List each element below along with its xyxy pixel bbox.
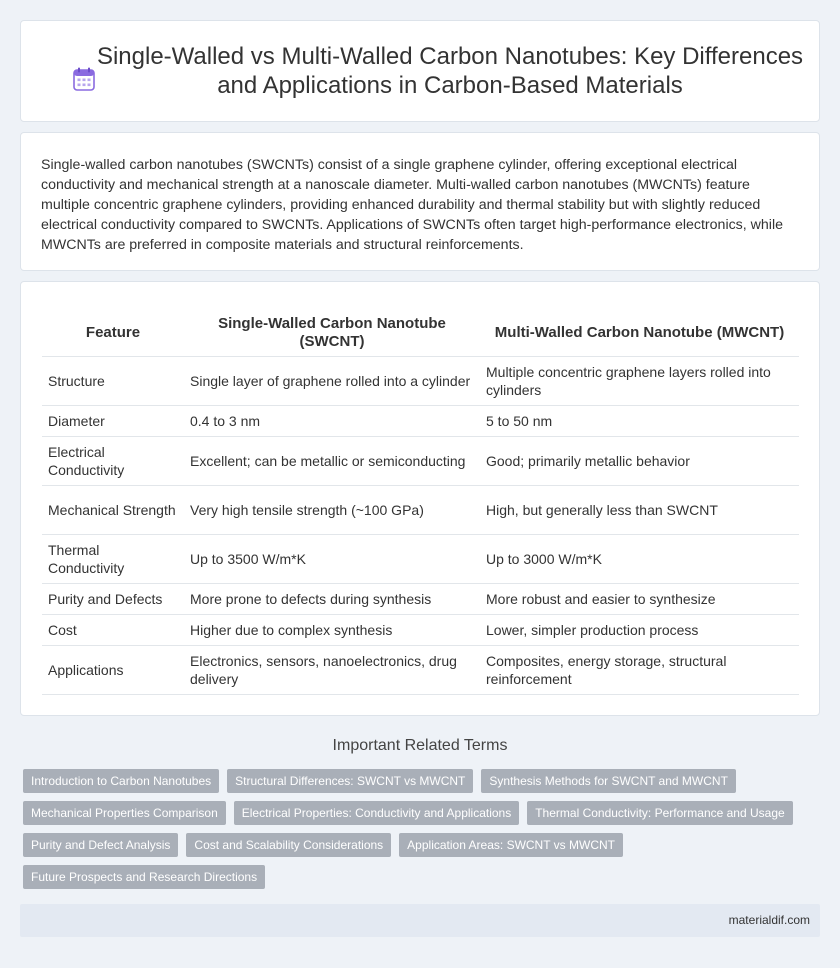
feature-cell: Structure: [42, 356, 184, 405]
feature-cell: Purity and Defects: [42, 583, 184, 614]
feature-cell: Electrical Conductivity: [42, 436, 184, 485]
table-row: [42, 436, 799, 485]
intro-paragraph: Single-walled carbon nanotubes (SWCNTs) consist of a single graphene cylinder, offering exceptional electrical conductivity and mechanical strength at a nanoscale diameter. Multi-walled carbon nanotubes (MWCNTs) feature multiple concentric graphene cylinders, providing enhanced durability and thermal stability but with slightly reduced electrical conductivity compared to SWCNTs. Applications of SWCNTs often target high-performance electronics, while MWCNTs are preferred in composite materials and structural reinforcements.: [41, 157, 783, 253]
swcnt-cell: 0.4 to 3 nm: [184, 405, 480, 436]
related-term-tag[interactable]: Purity and Defect Analysis: [23, 833, 178, 857]
table-row: [42, 583, 799, 614]
swcnt-cell: Excellent; can be metallic or semiconducting: [184, 436, 480, 485]
comparison-table: [42, 311, 799, 695]
table-row: [42, 534, 799, 583]
related-term-tag[interactable]: Thermal Conductivity: Performance and Usage: [527, 801, 792, 825]
mwcnt-cell: Good; primarily metallic behavior: [480, 436, 799, 485]
feature-cell: Applications: [42, 645, 184, 694]
mwcnt-cell: Up to 3000 W/m*K: [480, 534, 799, 583]
comparison-table-card: [20, 281, 820, 716]
intro-card: [20, 132, 820, 271]
table-header-row: [42, 311, 799, 356]
table-row: [42, 645, 799, 694]
page-title: Single-Walled vs Multi-Walled Carbon Nanotubes: Key Differences and Applications in Carbon-Based Materials: [96, 43, 804, 99]
footer-site-link[interactable]: materialdif.com: [728, 913, 810, 927]
related-term-tag[interactable]: Future Prospects and Research Directions: [23, 865, 265, 889]
related-terms-list: [23, 769, 803, 889]
related-term-tag[interactable]: Application Areas: SWCNT vs MWCNT: [399, 833, 623, 857]
feature-cell: Thermal Conductivity: [42, 534, 184, 583]
swcnt-cell: More prone to defects during synthesis: [184, 583, 480, 614]
table-row: [42, 405, 799, 436]
mwcnt-cell: Lower, simpler production process: [480, 614, 799, 645]
table-row: [42, 485, 799, 534]
related-term-tag[interactable]: Mechanical Properties Comparison: [23, 801, 226, 825]
title-card: [20, 20, 820, 122]
swcnt-cell: Electronics, sensors, nanoelectronics, drug delivery: [184, 645, 480, 694]
feature-cell: Cost: [42, 614, 184, 645]
mwcnt-cell: More robust and easier to synthesize: [480, 583, 799, 614]
related-term-tag[interactable]: Cost and Scalability Considerations: [186, 833, 391, 857]
header-mwcnt: Multi-Walled Carbon Nanotube (MWCNT): [480, 311, 799, 356]
feature-cell: Diameter: [42, 405, 184, 436]
table-row: [42, 614, 799, 645]
header-swcnt: Single-Walled Carbon Nanotube (SWCNT): [184, 311, 480, 356]
mwcnt-cell: 5 to 50 nm: [480, 405, 799, 436]
swcnt-cell: Single layer of graphene rolled into a cylinder: [184, 356, 480, 405]
swcnt-cell: Up to 3500 W/m*K: [184, 534, 480, 583]
mwcnt-cell: Composites, energy storage, structural reinforcement: [480, 645, 799, 694]
related-term-tag[interactable]: Structural Differences: SWCNT vs MWCNT: [227, 769, 473, 793]
related-terms-heading: Important Related Terms: [332, 737, 508, 754]
related-term-tag[interactable]: Synthesis Methods for SWCNT and MWCNT: [481, 769, 736, 793]
feature-cell: Mechanical Strength: [42, 485, 184, 534]
swcnt-cell: Very high tensile strength (~100 GPa): [184, 485, 480, 534]
swcnt-cell: Higher due to complex synthesis: [184, 614, 480, 645]
mwcnt-cell: High, but generally less than SWCNT: [480, 485, 799, 534]
footer: [20, 904, 820, 937]
related-term-tag[interactable]: Electrical Properties: Conductivity and Applications: [234, 801, 519, 825]
header-feature: Feature: [42, 311, 184, 356]
table-row: [42, 356, 799, 405]
related-term-tag[interactable]: Introduction to Carbon Nanotubes: [23, 769, 219, 793]
mwcnt-cell: Multiple concentric graphene layers rolled into cylinders: [480, 356, 799, 405]
